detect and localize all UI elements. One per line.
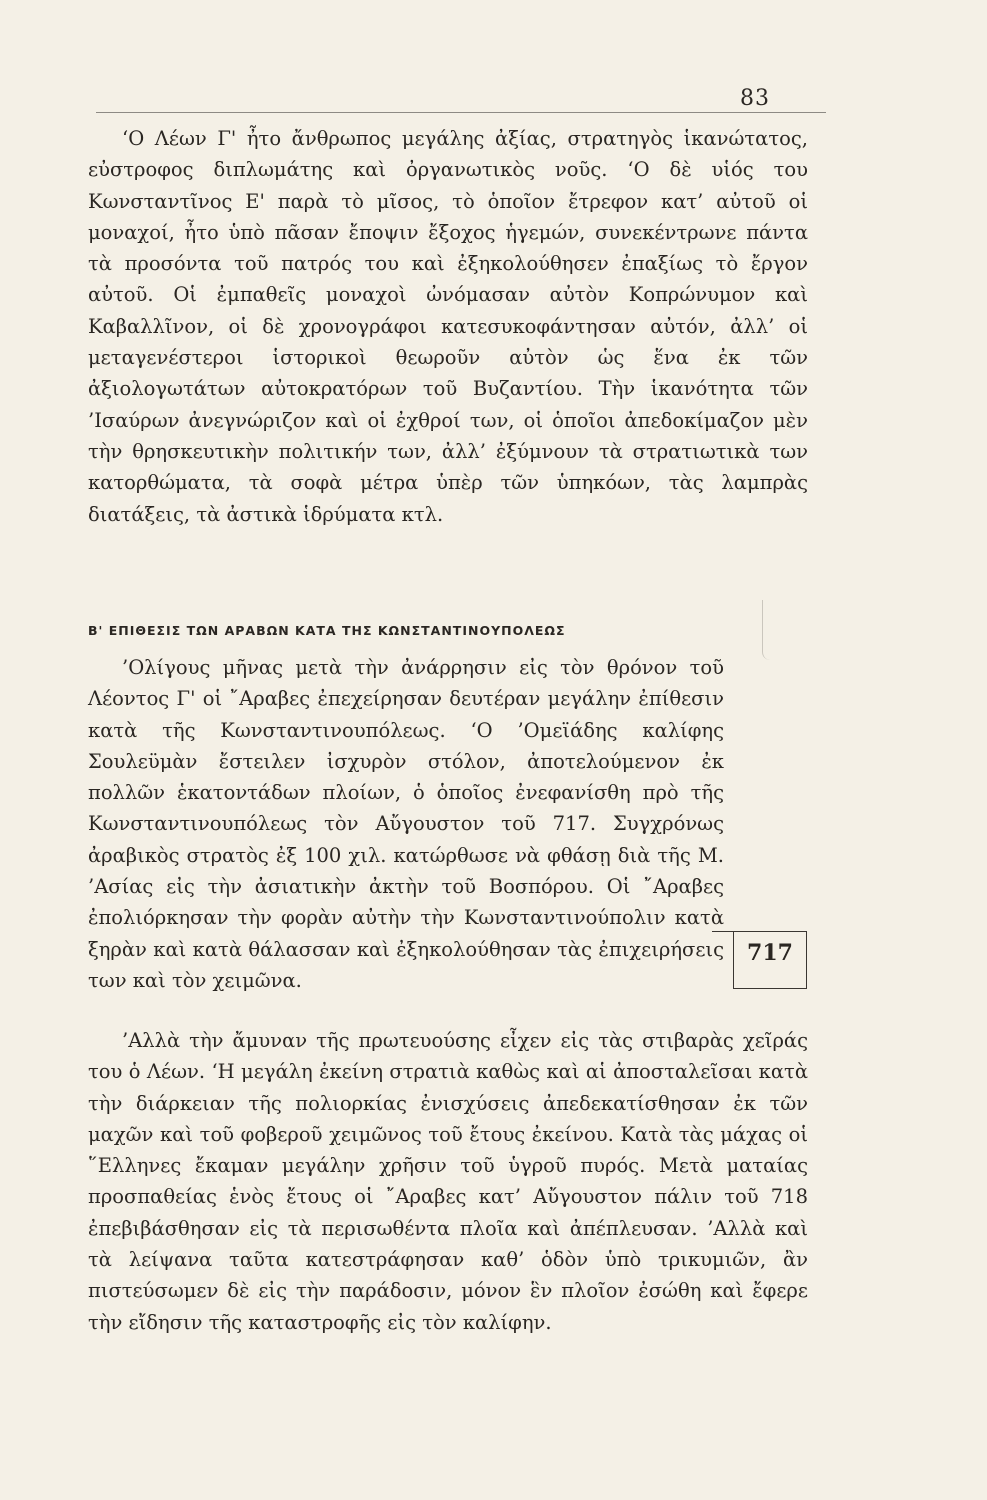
paragraph-text: ’Αλλὰ τὴν ἄμυναν τῆς πρωτευούσης εἶχεν εἰς τὰς στιβαρὰς χεῖράς του ὁ Λέων. ‘Η μεγάλη ἐκείνη στρατιὰ καθὼς καὶ αἱ ἀποσταλεῖσαι κατὰ τὴν διάρκειαν τῆς πολιορκίας ἐνισχύσεις ἀπεδεκατίσθησαν ἐκ τῶν μαχῶν καὶ τοῦ φοβεροῦ χειμῶνος τοῦ ἔτους ἐκείνου. Κατὰ τὰς μάχας οἱ ῞Ελληνες ἔκαμαν μεγάλην χρῆσιν τοῦ ὑγροῦ πυρός. Μετὰ ματαίας προσπαθείας ἑνὸς ἔτους οἱ ῎Αραβες κατ’ Αὔγουστον πάλιν τοῦ 718 ἐπεβιβάσθησαν εἰς τὰ περισωθέντα πλοῖα καὶ ἀπέπλευσαν. ’Αλλὰ καὶ τὰ λείψανα ταῦτα κατεστράφησαν καθ’ ὁδὸν ὑπὸ τρικυμιῶν, ἂν πιστεύσωμεν δὲ εἰς τὴν παράδοσιν, μόνον ἓν πλοῖον ἐσώθη καὶ ἔφερε τὴν εἴδησιν τῆς καταστροφῆς εἰς τὸν καλίφην. bbox=[88, 1029, 808, 1334]
margin-date-box bbox=[733, 932, 807, 989]
margin-date-label: 717 bbox=[747, 940, 793, 966]
paragraph-text: ’Ολίγους μῆνας μετὰ τὴν ἀνάρρησιν εἰς τὸν θρόνον τοῦ Λέοντος Γ' οἱ ῎Αραβες ἐπεχείρησαν δευτέραν μεγάλην ἐπίθεσιν κατὰ τῆς Κωνσταντινουπόλεως. ‘Ο ’Ομεϊάδης καλίφης Σουλεϋμὰν ἔστειλεν ἰσχυρὸν στόλον, ἀποτελούμενον ἐκ πολλῶν ἑκατοντάδων πλοίων, ὁ ὁποῖος ἐνεφανίσθη πρὸ τῆς Κωνσταντινουπόλεως τὸν Αὔγουστον τοῦ 717. Συγχρόνως ἀραβικὸς στρατὸς ἐξ 100 χιλ. κατώρθωσε νὰ φθάσῃ διὰ τῆς Μ. ’Ασίας εἰς τὴν ἀσιατικὴν ἀκτὴν τοῦ Βοσπόρου. Οἱ ῎Αραβες ἐπολιόρκησαν τὴν φορὰν αὐτὴν τὴν Κωνσταντινούπολιν κατὰ ξηρὰν καὶ κατὰ θάλασσαν καὶ ἐξηκολούθησαν τὰς ἐπιχειρήσεις των καὶ τὸν χειμῶνα. bbox=[88, 656, 724, 992]
paragraph-leo-iii bbox=[88, 123, 808, 530]
paragraph-defense bbox=[88, 1025, 808, 1338]
header-rule bbox=[96, 112, 826, 113]
page-number: 83 bbox=[740, 86, 770, 111]
section-heading: Β' ΕΠΙΘΕΣΙΣ ΤΩΝ ΑΡΑΒΩΝ ΚΑΤΑ ΤΗΣ ΚΩΝΣΤΑΝΤΙΝΟΥΠΟΛΕΩΣ bbox=[88, 623, 566, 638]
paragraph-arab-siege bbox=[88, 652, 724, 996]
paragraph-text: ‘Ο Λέων Γ' ἦτο ἄνθρωπος μεγάλης ἀξίας, στρατηγὸς ἱκανώτατος, εὐστροφος διπλωμάτης καὶ ὀργανωτικὸς νοῦς. ‘Ο δὲ υἱός του Κωνσταντῖνος Ε' παρὰ τὸ μῖσος, τὸ ὁποῖον ἔτρεφον κατ’ αὐτοῦ οἱ μοναχοί, ἦτο ὑπὸ πᾶσαν ἔποψιν ἔξοχος ἡγεμών, συνεκέντρωνε πάντα τὰ προσόντα τοῦ πατρός του καὶ ἐξηκολούθησεν ἐπαξίως τὸ ἔργον αὐτοῦ. Οἱ ἐμπαθεῖς μοναχοὶ ὠνόμασαν αὐτὸν Κοπρώνυμον καὶ Καβαλλῖνον, οἱ δὲ χρονογράφοι κατεσυκοφάντησαν αὐτόν, ἀλλ’ οἱ μεταγενέστεροι ἱστορικοὶ θεωροῦν αὐτὸν ὡς ἕνα ἐκ τῶν ἀξιολογωτάτων αὐτοκρατόρων τοῦ Βυζαντίου. Τὴν ἱκανότητα τῶν ’Ισαύρων ἀνεγνώριζον καὶ οἱ ἐχθροί των, οἱ ὁποῖοι ἀπεδοκίμαζον μὲν τὴν θρησκευτικὴν πολιτικήν των, ἀλλ’ ἐξύμνουν τὰ στρατιωτικὰ των κατορθώματα, τὰ σοφὰ μέτρα ὑπὲρ τῶν ὑπηκόων, τὰς λαμπρὰς διατάξεις, τὰ ἀστικὰ ἱδρύματα κτλ. bbox=[88, 127, 808, 526]
margin-mark bbox=[762, 600, 779, 660]
